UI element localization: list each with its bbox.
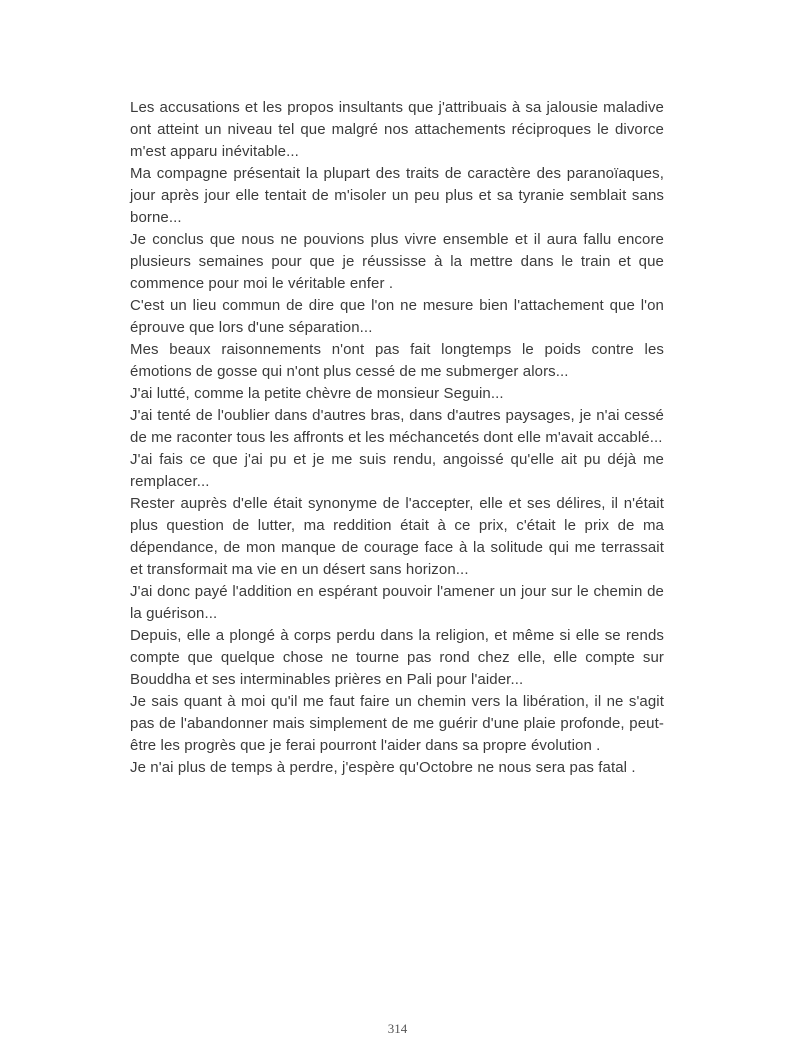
paragraph: C'est un lieu commun de dire que l'on ne mesure bien l'attachement que l'on éprouve que lors d'une séparation...	[130, 297, 664, 336]
paragraph: Je n'ai plus de temps à perdre, j'espère qu'Octobre ne nous sera pas fatal .	[130, 759, 636, 776]
paragraph: J'ai fais ce que j'ai pu et je me suis rendu, angoissé qu'elle ait pu déjà me remplacer...	[130, 451, 664, 490]
paragraph: Les accusations et les propos insultants que j'attribuais à sa jalousie maladive ont atteint un niveau tel que malgré nos attachements réciproques le divorce m'est apparu inévitable...	[130, 99, 664, 160]
paragraph: J'ai tenté de l'oublier dans d'autres bras, dans d'autres paysages, je n'ai cessé de me raconter tous les affronts et les méchancetés dont elle m'avait accablé...	[130, 407, 664, 446]
paragraph: Je sais quant à moi qu'il me faut faire un chemin vers la libération, il ne s'agit pas de l'abandonner mais simplement de me guérir d'une plaie profonde, peut-être les progrès que je ferai pourront l'aider dans sa propre évolution .	[130, 693, 664, 754]
paragraph: J'ai lutté, comme la petite chèvre de monsieur Seguin...	[130, 385, 504, 402]
paragraph: J'ai donc payé l'addition en espérant pouvoir l'amener un jour sur le chemin de la guérison...	[130, 583, 664, 622]
paragraph: Mes beaux raisonnements n'ont pas fait longtemps le poids contre les émotions de gosse qui n'ont plus cessé de me submerger alors...	[130, 341, 664, 380]
paragraph: Je conclus que nous ne pouvions plus vivre ensemble et il aura fallu encore plusieurs semaines pour que je réussisse à la mettre dans le train et que commence pour moi le véritable enfer .	[130, 231, 664, 292]
page-body	[130, 97, 664, 779]
paragraph: Ma compagne présentait la plupart des traits de caractère des paranoïaques, jour après jour elle tentait de m'isoler un peu plus et sa tyranie semblait sans borne...	[130, 165, 664, 226]
page-number: 314	[387, 1021, 408, 1036]
paragraph: Rester auprès d'elle était synonyme de l'accepter, elle et ses délires, il n'était plus question de lutter, ma reddition était à ce prix, c'était le prix de ma dépendance, de mon manque de courage face à la solitude qui me terrassait et transformait ma vie en un désert sans horizon...	[130, 495, 664, 578]
paragraph: Depuis, elle a plongé à corps perdu dans la religion, et même si elle se rends compte que quelque chose ne tourne pas rond chez elle, elle compte sur Bouddha et ses interminables prières en Pali pour l'aider...	[130, 627, 664, 688]
